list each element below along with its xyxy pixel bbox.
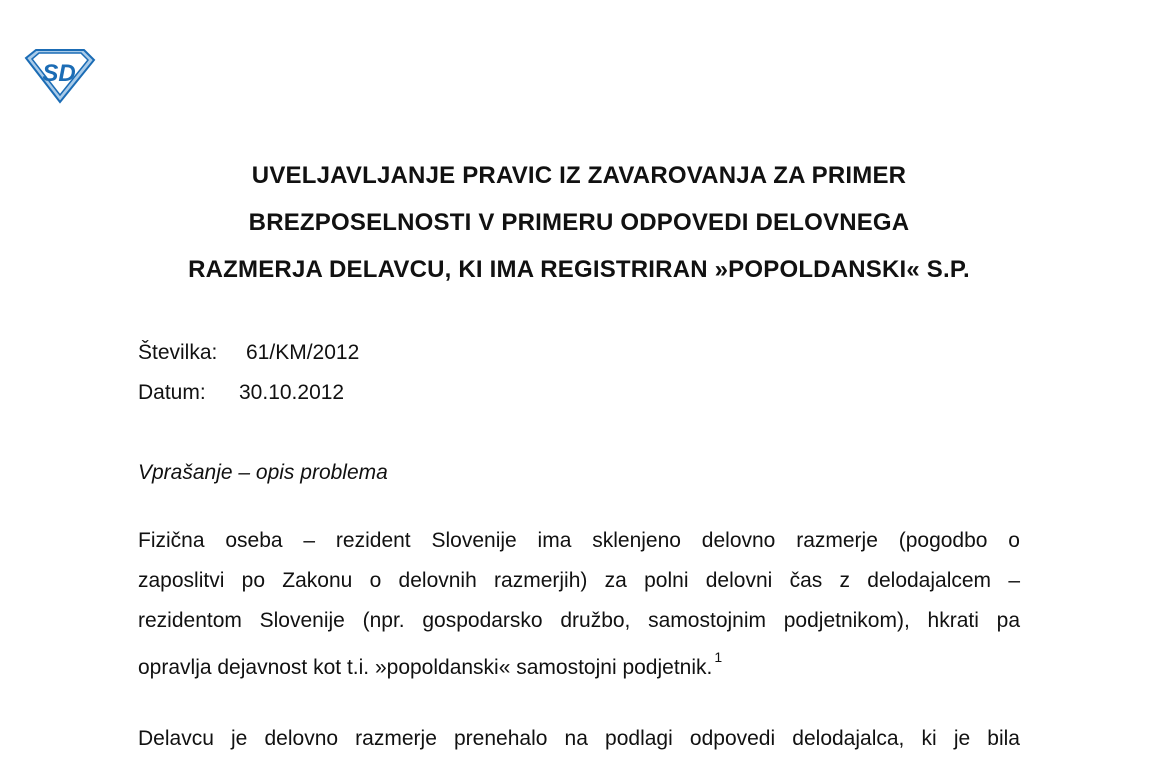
paragraph-line-last — [138, 641, 1020, 681]
number-label: Številka: — [138, 341, 218, 364]
paragraph-dismissal — [138, 719, 1020, 759]
paragraph-line: Delavcu je delovno razmerje prenehalo na podlagi odpovedi delodajalca, ki je bila — [138, 727, 1020, 750]
paragraph-line: zaposlitvi po Zakonu o delovnih razmerjih) za polni delovni čas z delodajalcem – — [138, 569, 1020, 592]
footnote-reference[interactable]: 1 — [714, 649, 723, 665]
paragraph-line: rezidentom Slovenije (npr. gospodarsko družbo, samostojnim podjetnikom), hkrati pa — [138, 609, 1020, 632]
document-title — [138, 152, 1020, 293]
paragraph-problem-description — [138, 521, 1020, 681]
sd-logo — [22, 48, 96, 104]
title-line-3: RAZMERJA DELAVCU, KI IMA REGISTRIRAN »POPOLDANSKI« S.P. — [188, 256, 970, 283]
number-value: 61/KM/2012 — [246, 341, 360, 364]
section-heading: Vprašanje – opis problema — [138, 461, 388, 484]
logo-letters: SD — [42, 60, 76, 87]
paragraph-line: Fizična oseba – rezident Slovenije ima sklenjeno delovno razmerje (pogodbo o — [138, 529, 1020, 552]
title-line-2: BREZPOSELNOSTI V PRIMERU ODPOVEDI DELOVNEGA — [248, 209, 910, 236]
title-line-1: UVELJAVLJANJE PRAVIC IZ ZAVAROVANJA ZA PRIMER — [251, 162, 907, 189]
document-date-row — [138, 380, 344, 406]
date-label: Datum: — [138, 381, 206, 404]
date-value: 30.10.2012 — [239, 381, 345, 404]
paragraph-line-text: opravlja dejavnost kot t.i. »popoldanski« samostojni podjetnik. — [138, 656, 713, 679]
document-number-row — [138, 340, 359, 366]
